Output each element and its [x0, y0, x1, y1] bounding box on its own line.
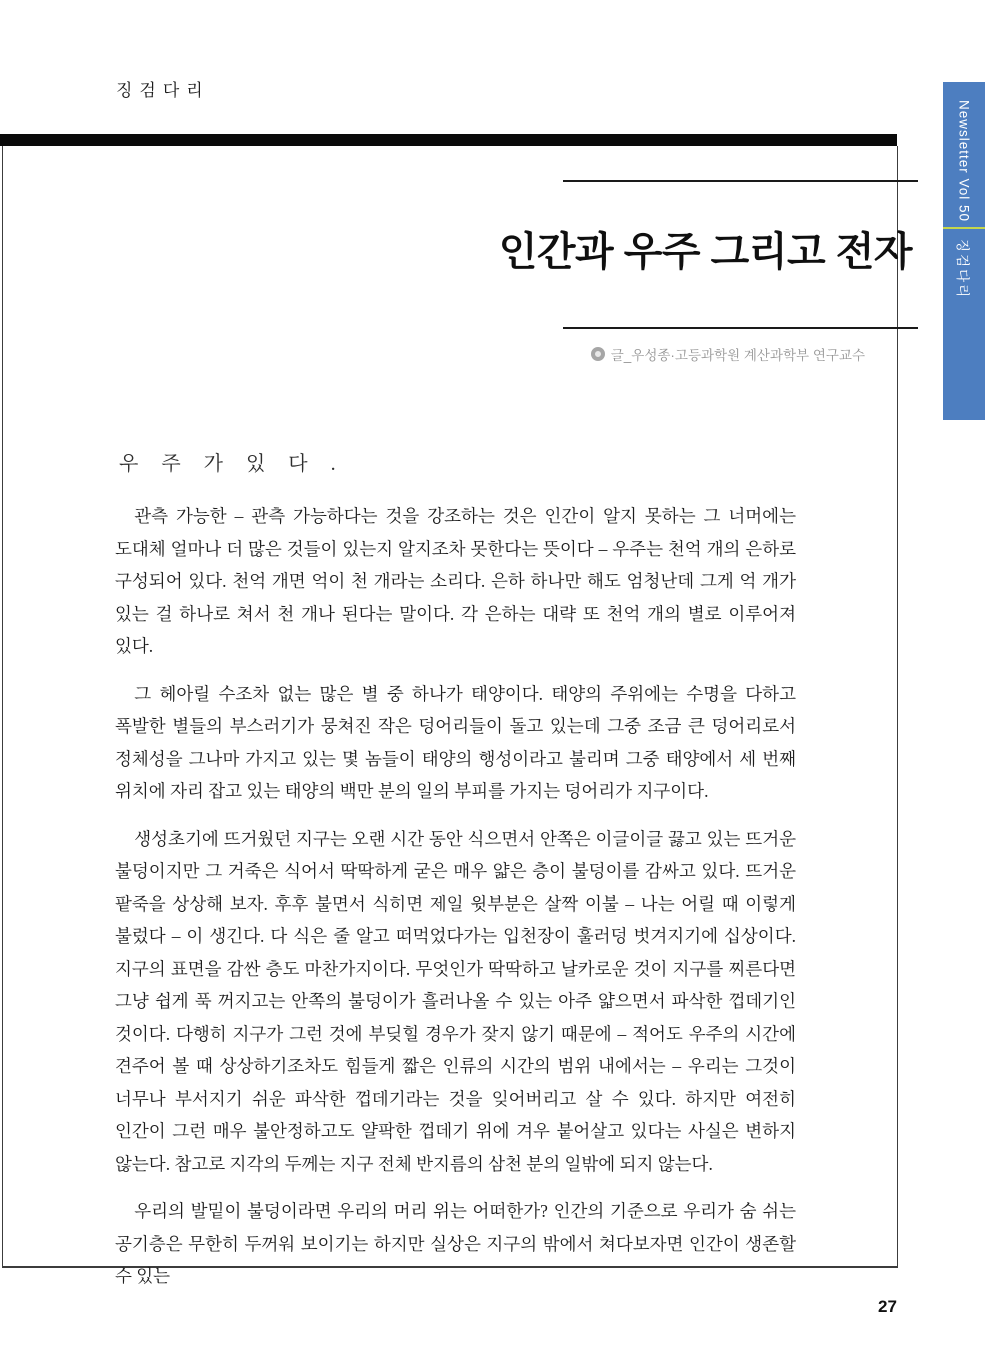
page-header-label: 징검다리: [116, 81, 210, 100]
side-tab-divider: [943, 227, 985, 229]
article-title: 인간과 우주 그리고 전자: [498, 230, 912, 274]
paragraph: 우리의 발밑이 불덩이라면 우리의 머리 위는 어떠한가? 인간의 기준으로 우리가 숨 쉬는 공기층은 무한히 두꺼워 보이기는 하지만 실상은 지구의 밖에서 쳐다보자면 인간이 생존할 수 있는: [115, 1201, 796, 1286]
paragraph: 그 헤아릴 수조차 없는 많은 별 중 하나가 태양이다. 태양의 주위에는 수명을 다하고 폭발한 별들의 부스러기가 뭉쳐진 작은 덩어리들이 돌고 있는데 그중 조금 큰 덩어리로서 정체성을 그나마 가지고 있는 몇 놈들이 태양의 행성이라고 불리며 그중 태양에서 세 번째 위치에 자리 잡고 있는 태양의 백만 분의 일의 부피를 가지는 덩어리가 지구이다.: [115, 683, 796, 801]
byline: [591, 344, 865, 364]
title-rule-bottom: [563, 327, 918, 329]
side-tab: [943, 82, 985, 420]
paragraph: 생성초기에 뜨거웠던 지구는 오랜 시간 동안 식으면서 안쪽은 이글이글 끓고 있는 뜨거운 불덩이지만 그 거죽은 식어서 딱딱하게 굳은 매우 얇은 층이 불덩이를 감싸고 있다. 뜨거운 팥죽을 상상해 보자. 후후 불면서 식히면 제일 윗부분은 살짝 이불 – 나는 어릴 때 이렇게 불렀다 – 이 생긴다. 다 식은 줄 알고 떠먹었다가는 입천장이 훌러덩 벗겨지기에 십상이다. 지구의 표면을 감싼 층도 마찬가지이다. 무엇인가 딱딱하고 날카로운 것이 지구를 찌른다면 그냥 쉽게 푹 꺼지고는 안쪽의 불덩이가 흘러나올 수 있는 아주 얇으면서 파삭한 껍데기인 것이다. 다행히 지구가 그런 것에 부딪힐 경우가 잦지 않기 때문에 – 적어도 우주의 시간에 견주어 볼 때 상상하기조차도 힘들게 짧은 인류의 시간의 범위 내에서는 – 우리는 그것이 너무나 부서지기 쉬운 파삭한 껍데기라는 것을 잊어버리고 살 수 있다. 하지만 여전히 인간이 그런 매우 불안정하고도 얄팍한 껍데기 위에 겨우 붙어살고 있다는 사실은 변하지 않는다. 참고로 지각의 두께는 지구 전체 반지름의 삼천 분의 일밖에 되지 않는다.: [115, 828, 796, 1174]
title-rule-top: [563, 180, 918, 182]
article-body: [115, 500, 796, 1308]
side-tab-section-label: 징검다리: [955, 239, 970, 300]
page-number: 27: [878, 1297, 897, 1316]
byline-text: 글_우성종·고등과학원 계산과학부 연구교수: [610, 348, 865, 363]
side-tab-newsletter-label: Newsletter Vol 50: [956, 100, 972, 223]
top-black-bar: [0, 134, 897, 146]
bullseye-icon: [591, 347, 605, 361]
paragraph: 관측 가능한 – 관측 가능하다는 것을 강조하는 것은 인간이 알지 못하는 그 너머에는 도대체 얼마나 더 많은 것들이 있는지 알지조차 못한다는 뜻이다 – 우주는 천억 개의 은하로 구성되어 있다. 천억 개면 억이 천 개라는 소리다. 은하 하나만 해도 엄청난데 그게 억 개가 있는 걸 하나로 쳐서 천 개나 된다는 말이다. 각 은하는 대략 또 천억 개의 별로 이루어져 있다.: [115, 506, 796, 656]
section-heading: 우 주 가 있 다 .: [119, 453, 345, 475]
